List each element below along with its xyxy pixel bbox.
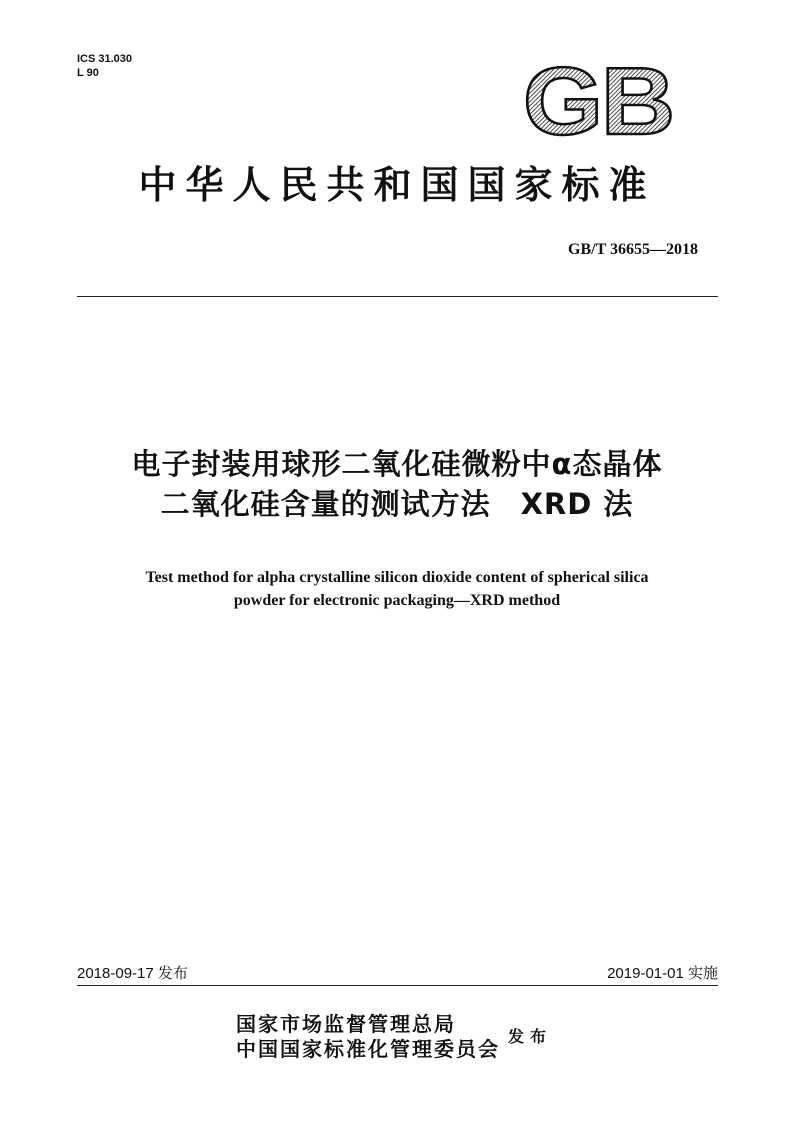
chinese-title-line-2: 二氧化硅含量的测试方法 XRD 法 [160,487,634,521]
issuing-organizations [236,1012,500,1062]
chinese-title [0,444,794,524]
chinese-title-line-1: 电子封装用球形二氧化硅微粉中α态晶体 [131,447,663,481]
issuer-sac: 中国国家标准化管理委员会 [236,1037,500,1061]
english-title [0,566,794,612]
ics-code: ICS 31.030 [77,53,133,65]
national-standard-title: 中华人民共和国国家标准 [138,162,656,207]
gb-logo [520,60,676,140]
standard-number: GB/T 36655—2018 [568,241,698,258]
issuer-samr: 国家市场监督管理总局 [236,1012,456,1036]
classification-codes [77,52,132,80]
issue-action: 发布 [508,1027,553,1046]
english-title-line-2: powder for electronic packaging—XRD method [233,592,561,609]
implementation-date: 2019-01-01 实施 [607,965,718,982]
svg-text:GB: GB [523,60,673,140]
ccs-code: L 90 [77,67,99,79]
english-title-line-1: Test method for alpha crystalline silicon dioxide content of spherical silica [145,569,649,586]
issue-date: 2018-09-17 发布 [77,965,188,982]
footer-divider [77,985,718,986]
header-divider [77,296,718,297]
